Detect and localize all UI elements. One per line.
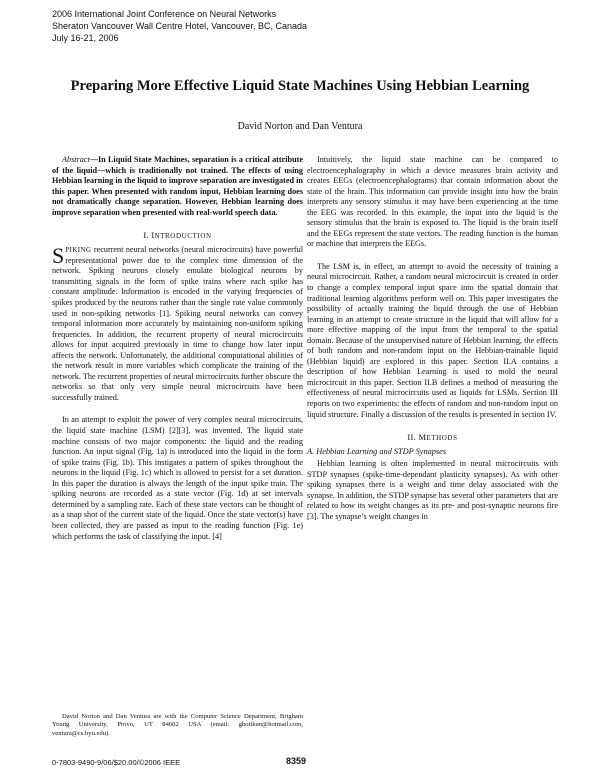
section-title-rest: NTRODUCTION — [154, 232, 212, 241]
abstract-text: —In Liquid State Machines, separation is a critical attribute of the liquid—which is traditionally not trained. The effects of using Hebbian learning in the liquid to improve separation are investigated in this paper. When presented with random input, Hebbian learning does not dramatically change separation. However, Hebbian learning does improve separation when presented with real-world speech data. — [52, 155, 303, 217]
paper-authors: David Norton and Dan Ventura — [237, 121, 363, 132]
intro-paragraph-3: Intuitively, the liquid state machine can be compared to electroencephalography in which a device measures brain activity and creates EEGs (electroencephalograms) that contain information about the state of the brain. This information can provide insight into how the brain interprets any sensory stimulus it may have been experiencing at the time the EEG was recorded. In this example, the input into the liquid is the sensory stimulus that the brain is exposed to. The liquid is the brain itself and the EEGs represent the state vectors. The reading function is the human or machine that interprets the EEGs. — [307, 155, 558, 249]
conference-header — [52, 8, 307, 44]
intro-paragraph-2: In an attempt to exploit the power of very complex neural microcircuits, the liquid state machine (LSM) [2][3], was invented. The liquid state machine consists of two major components: the liquid and the reading function. An input signal (Fig. 1a) is introduced into the liquid in the form of spike trains (Fig. 1b). This instigates a pattern of spikes throughout the neurons in the liquid (Fig. 1c) which is allowed to persist for a set duration. In this paper the duration is always the length of the input spike train. The spiking neurons are recorded as a state vector (Fig. 1d) at set intervals determined by a sampling rate. Each of these state vectors can be thought of as a snap shot of the current state of the liquid. Once the state vector(s) have been collected, they are passed as input to the reading function (Fig. 1e) which performs the task of classifying the input. [4] — [52, 415, 303, 541]
methods-paragraph-1: Hebbian learning is often implemented in neural microcircuits with STDP synapses (spike-time-dependant plasticity synapses). As with other spiking synapses there is a weight and time delay associated with the synapse. In addition, the STDP synapse has several other parameters that are related to how its weight changes as its pre- and post-synaptic neurons fire [3]. The synapse’s weight changes in — [307, 459, 558, 521]
conference-name: 2006 International Joint Conference on Neural Networks — [52, 9, 277, 19]
drop-cap-continuation: PIKING — [65, 246, 92, 255]
drop-cap: S — [52, 243, 65, 269]
section-numeral: I. — [143, 230, 149, 241]
paper-title: Preparing More Effective Liquid State Machines Using Hebbian Learning — [70, 78, 530, 94]
author-footnote: David Norton and Dan Ventura are with the Computer Science Department, Brigham Young University, Provo, UT 84602 USA (email: ghotikun@hotmail.com, ventura@cs.byu.edu). — [52, 713, 303, 737]
intro-paragraph-1-text: recurrent neural networks (neural microcircuits) have powerful representational power due to the complex time dimension of the network. Spiking neurons closely emulate biological neurons by transmitting signals in the form of spike trains where each spike has constant amplitude. Information is encoded in the varying frequencies of spikes produced by the neurons rather than the single rate value commonly used in non-spiking networks [1]. Spiking neural networks can convey temporal information more accurately by maintaining non-uniform spiking frequencies. In addition, the recurrent property of neural microcircuits allows for input acquired previously in time to change how later input affects the network. Unfortunately, the additional computational abilities of the network result in more variables which complicate the training of the network. The recurrent properties of neural microcircuits further obscure the networks so that only very simple neural microcircuits have been successfully trained. — [52, 245, 303, 402]
page-number: 8359 — [286, 756, 307, 766]
section-heading-methods — [307, 432, 558, 443]
section-initial: I — [151, 230, 155, 241]
abstract — [52, 155, 303, 218]
conference-venue: Sheraton Vancouver Wall Centre Hotel, Vancouver, BC, Canada — [52, 21, 307, 31]
subsection-heading-hebbian: A. Hebbian Learning and STDP Synapses — [307, 447, 447, 457]
left-column — [52, 155, 303, 542]
conference-dates: July 16-21, 2006 — [52, 33, 119, 43]
footer-copyright: 0-7803-9490-9/06/$20.00/©2006 IEEE — [52, 758, 181, 767]
intro-paragraph-4: The LSM is, in effect, an attempt to avoid the necessity of training a neural microcircuit. Rather, a random neural microcircuit is created in order to change a complex temporal input space into the spatial domain that traditional learning algorithms perform well on. This paper investigates the possibility of actually training the liquid through the use of Hebbian learning in an attempt to create structure in the liquid that will allow for a more effective mapping of the input from the temporal to the spatial domain. Because of the unsupervised nature of Hebbian learning, the effects of both random and non-random input on the Hebbian-trainable liquid (Hebbian liquid) are explored in this paper. Section II.A contains a description of how Hebbian Learning is used to mold the neural microcircuit in this paper. Section II.B defines a method of measuring the effectiveness of neural microcircuits used as liquids for LSMs. Section III reports on two experiments: the effects of random and non-random input on liquid structure. Finally a discussion of the results is presented in section IV. — [307, 261, 558, 419]
intro-paragraph-1 — [52, 245, 303, 403]
section-heading-introduction — [52, 230, 303, 241]
abstract-label: Abstract — [62, 155, 90, 164]
right-column — [307, 155, 558, 522]
section-title-rest: ETHODS — [426, 434, 458, 443]
section-numeral: II. — [407, 432, 417, 443]
section-initial: M — [418, 432, 427, 443]
